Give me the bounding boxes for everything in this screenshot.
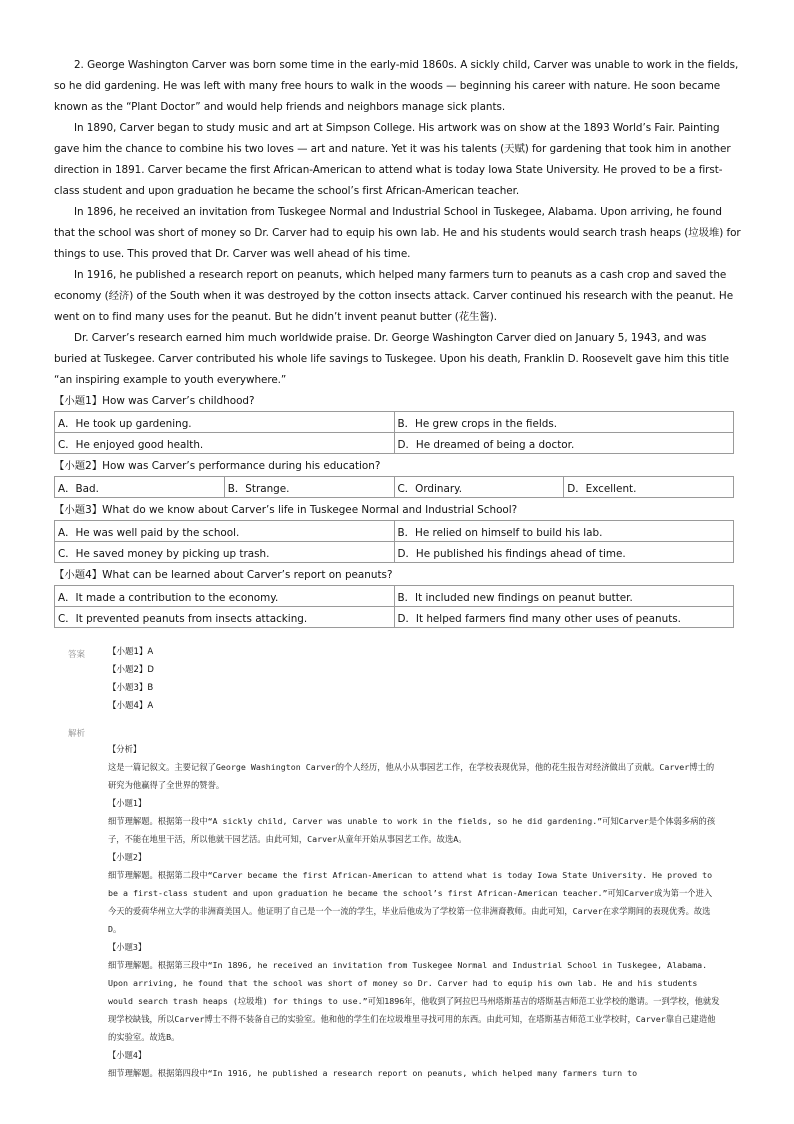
option-d[interactable]: D．He dreamed of being a doctor. [394,433,734,454]
answer-4: 【小题4】A [108,701,154,711]
question-3 [54,500,734,563]
answer-3: 【小题3】B [108,683,154,693]
analysis-q4-text: 细节理解题。根据第四段中“In 1916, he published a research report on peanuts, which helped many farmers turn to [108,1068,638,1078]
answer-1: 【小题1】A [108,647,154,657]
answer-label: 答案 [68,650,86,660]
question-stem: 【小题2】How was Carver’s performance during his education? [54,460,381,472]
passage-paragraph-4: In 1916, he published a research report on peanuts, which helped many farmers turn to peanuts as a cash crop and saved the economy (经济) of the South when it was destroyed by the cotton insects attack. Carver continued his research with the peanut. He went on to find many uses for the peanut. But he didn’t invent peanut butter (花生酱). [54,269,734,323]
option-b[interactable]: B．He grew crops in the fields. [394,412,734,433]
option-b[interactable]: B．He relied on himself to build his lab. [394,521,734,542]
option-c[interactable]: C．It prevented peanuts from insects attacking. [55,607,395,628]
analysis-label: 解析 [68,729,86,739]
options-table [54,585,734,628]
option-d[interactable]: D．It helped farmers find many other uses of peanuts. [394,607,734,628]
analysis-q3-heading: 【小题3】 [108,942,147,952]
analysis-section [108,740,720,1082]
answer-2: 【小题2】D [108,665,154,675]
option-c[interactable]: C．He saved money by picking up trash. [55,542,395,563]
option-d[interactable]: D．Excellent. [564,477,734,498]
analysis-q3-text: 细节理解题。根据第三段中“In 1896, he received an invitation from Tuskegee Normal and Industrial School in Tuskegee, Alabama. Upon arriving, he found that the school was short of money so Dr. Carver had to equip his own lab. He and his students would search trash heaps (垃圾堆) for things to use.”可知1896年，他收到了阿拉巴马州塔斯基吉的塔斯基吉师范工业学校的邀请。一到学校，他就发现学校缺钱，所以Carver博士不得不装备自己的实验室。他和他的学生们在垃圾堆里寻找可用的东西。由此可知，在塔斯基吉师范工业学校时，Carver靠自己建造他的实验室。故选B。 [108,960,720,1042]
options-table [54,520,734,563]
option-c[interactable]: C．Ordinary. [394,477,564,498]
passage-paragraph-1: 2. George Washington Carver was born some time in the early-mid 1860s. A sickly child, Carver was unable to work in the fields, so he did gardening. He was left with many free hours to walk in the woods — beginning his career with nature. He soon became known as the “Plant Doctor” and would help friends and neighbors manage sick plants. [54,59,739,113]
option-b[interactable]: B．It included new findings on peanut butter. [394,586,734,607]
analysis-q1-text: 细节理解题。根据第一段中“A sickly child, Carver was unable to work in the fields, so he did gardening.”可知Carver是个体弱多病的孩子，不能在地里干活，所以他就干园艺活。由此可知，Carver从童年开始从事园艺工作。故选A。 [108,816,716,844]
option-b[interactable]: B．Strange. [224,477,394,498]
analysis-q1-heading: 【小题1】 [108,798,147,808]
option-a[interactable]: A．Bad. [55,477,225,498]
question-stem: 【小题4】What can be learned about Carver’s report on peanuts? [54,569,393,581]
reading-passage [54,55,742,391]
passage-paragraph-3: In 1896, he received an invitation from Tuskegee Normal and Industrial School in Tuskegee, Alabama. Upon arriving, he found that the school was short of money so Dr. Carver had to equip his own lab. He and his students would search trash heaps (垃圾堆) for things to use. This proved that Dr. Carver was well ahead of his time. [54,206,741,260]
question-2 [54,456,734,498]
option-a[interactable]: A．He was well paid by the school. [55,521,395,542]
option-d[interactable]: D．He published his findings ahead of time. [394,542,734,563]
question-4 [54,565,734,628]
analysis-q4-heading: 【小题4】 [108,1050,147,1060]
option-a[interactable]: A．It made a contribution to the economy. [55,586,395,607]
options-table [54,476,734,498]
question-stem: 【小题1】How was Carver’s childhood? [54,395,255,407]
passage-paragraph-2: In 1890, Carver began to study music and art at Simpson College. His artwork was on show at the 1893 World’s Fair. Painting gave him the chance to combine his two loves — art and nature. Yet it was his talents (天赋) for gardening that took him in another direction in 1891. Carver became the first African-American to attend what is today Iowa State University. He proved to be a first-class student and upon graduation he became the school’s first African-American teacher. [54,122,731,197]
question-1 [54,391,734,454]
analysis-q2-heading: 【小题2】 [108,852,147,862]
answer-list [108,643,154,715]
question-stem: 【小题3】What do we know about Carver’s life in Tuskegee Normal and Industrial School? [54,504,518,516]
passage-paragraph-5: Dr. Carver’s research earned him much worldwide praise. Dr. George Washington Carver died on January 5, 1943, and was buried at Tuskegee. Carver contributed his whole life savings to Tuskegee. Upon his death, Franklin D. Roosevelt gave him this title “an inspiring example to youth everywhere.” [54,332,729,386]
analysis-q2-text: 细节理解题。根据第二段中“Carver became the first African-American to attend what is today Iowa State University. He proved to be a first-class student and upon graduation he became the school’s first African-American teacher.”可知Carver成为第一个进入今天的爱荷华州立大学的非洲裔美国人。他证明了自己是一个一流的学生，毕业后他成为了学校第一位非洲裔教师。由此可知，Carver在求学期间的表现优秀。故选D。 [108,870,718,934]
analysis-heading: 【分析】 [108,744,142,754]
option-a[interactable]: A．He took up gardening. [55,412,395,433]
option-c[interactable]: C．He enjoyed good health. [55,433,395,454]
analysis-summary: 这是一篇记叙文。主要记叙了George Washington Carver的个人经历，他从小从事园艺工作，在学校表现优异，他的花生报告对经济做出了贡献。Carver博士的研究为他赢得了全世界的赞誉。 [108,762,715,790]
options-table [54,411,734,454]
